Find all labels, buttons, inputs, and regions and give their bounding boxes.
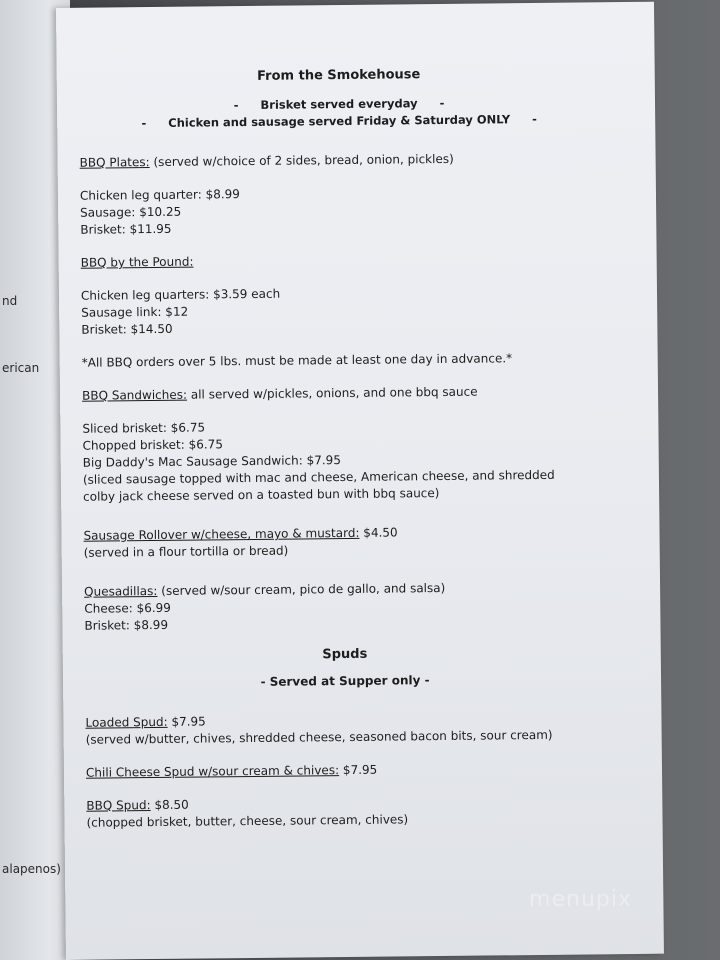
schedule-line-2: - Chicken and sausage served Friday & Saturday ONLY -	[141, 111, 537, 131]
bbq-sandwiches-heading: BBQ Sandwiches: all served w/pickles, onions, and one bbq sauce	[81, 384, 478, 403]
menu-item: Sliced brisket: $6.75	[82, 420, 206, 436]
bbq-plates-heading: BBQ Plates: (served w/choice of 2 sides, bread, onion, pickles)	[79, 151, 454, 170]
advance-order-notice: *All BBQ orders over 5 lbs. must be made at least one day in advance.*	[81, 351, 513, 370]
loaded-spud-heading: Loaded Spud: $7.95	[85, 714, 206, 730]
chili-spud-heading: Chili Cheese Spud w/sour cream & chives: $7.95	[85, 762, 378, 780]
watermark-logo: menupix	[529, 887, 632, 912]
rollover-heading: Sausage Rollover w/cheese, mayo & mustard: $4.50	[83, 525, 398, 543]
menu-item: Chicken leg quarters: $3.59 each	[80, 286, 281, 303]
menu-item-description: (chopped brisket, butter, cheese, sour cream, chives)	[86, 812, 409, 830]
menu-item-description: (sliced sausage topped with mac and cheese, American cheese, and shredded	[82, 467, 555, 487]
menu-item: Chicken leg quarter: $8.99	[79, 187, 240, 203]
menu-item-description: (served w/butter, chives, shredded cheese, seasoned bacon bits, sour cream)	[85, 727, 553, 747]
menu-item: Brisket: $11.95	[80, 221, 172, 237]
spuds-title: Spuds	[322, 646, 368, 663]
bbq-pound-heading: BBQ by the Pound:	[80, 254, 194, 270]
menu-item: Sausage: $10.25	[80, 204, 182, 220]
bbq-spud-heading: BBQ Spud: $8.50	[86, 797, 189, 813]
quesadillas-heading: Quesadillas: (served w/sour cream, pico de gallo, and salsa)	[84, 580, 446, 599]
spuds-subtitle: - Served at Supper only -	[260, 673, 430, 689]
menu-item-description: (served in a flour tortilla or bread)	[83, 543, 289, 560]
menu-item: Sausage link: $12	[81, 304, 189, 320]
menu-page	[56, 2, 664, 960]
menu-item: Chopped brisket: $6.75	[82, 437, 223, 453]
menu-title: From the Smokehouse	[257, 67, 421, 84]
menu-item: Big Daddy's Mac Sausage Sandwich: $7.95	[82, 453, 341, 470]
schedule-line-1: - Brisket served everyday -	[233, 95, 445, 113]
menu-item: Brisket: $14.50	[81, 321, 173, 337]
left-fragment-2: erican	[2, 361, 40, 375]
menu-item: Cheese: $6.99	[84, 600, 171, 616]
menu-item: Brisket: $8.99	[84, 617, 169, 633]
left-fragment-3: alapenos)	[2, 862, 61, 876]
menu-content	[79, 64, 607, 831]
menu-item-description: colby jack cheese served on a toasted bun with bbq sauce)	[83, 486, 440, 504]
left-fragment-1: nd	[2, 294, 18, 308]
